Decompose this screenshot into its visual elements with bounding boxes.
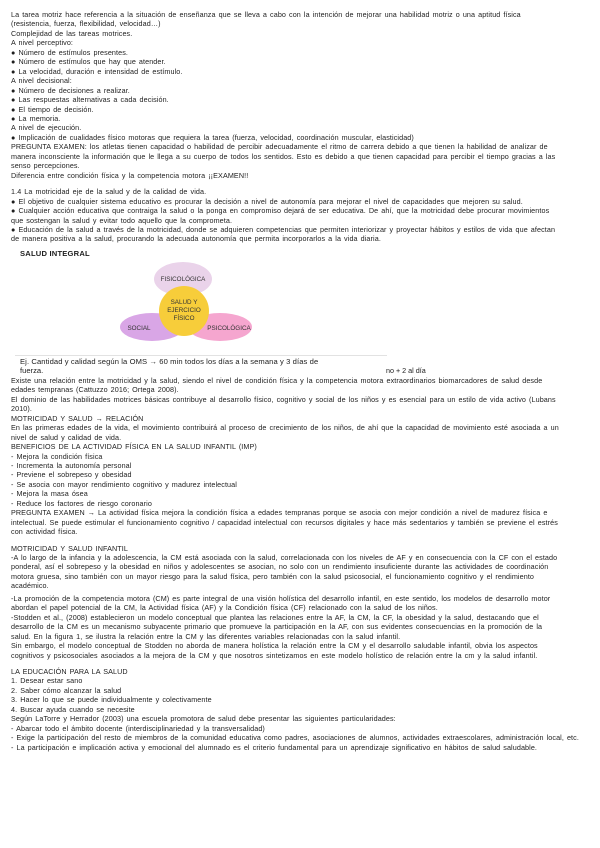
- list-item: - Previene el sobrepeso y obesidad: [11, 470, 132, 480]
- side-note: no + 2 al día: [386, 365, 426, 375]
- text-line: A nivel de ejecución.: [11, 123, 82, 133]
- list-item: ● Las respuestas alternativas a cada decisión.: [11, 95, 169, 105]
- label-social: SOCIAL: [127, 324, 151, 332]
- list-item: ● El tiempo de decisión.: [11, 104, 94, 114]
- list-item: - Reduce los factores de riesgo coronario: [11, 498, 152, 508]
- list-item: ● Número de decisiones a realizar.: [11, 85, 130, 95]
- text-line: -A lo largo de la infancia y la adolescencia, la CM está asociada con la salud, correlacionada con los niveles de AF y en consecuencia con la CF con el estado: [11, 553, 558, 563]
- list-item: - Mejora la condición física: [11, 451, 103, 461]
- section-motor-task: [11, 10, 589, 180]
- text-line: Existe una relación entre la motricidad y la salud, siendo el nivel de condición física y la competencia motora extraordinarios biomarcadores de salud desde: [11, 375, 543, 385]
- text-line: cognitivos y psicosociales asociados a la mejora de la CM y que nosotros sintetizamos en este modelo holístico de relación entre la cm y la salud infantil.: [11, 650, 538, 660]
- list-item: - Mejora la masa ósea: [11, 489, 88, 499]
- list-item: ● La velocidad, duración e intensidad de estímulo.: [11, 66, 183, 76]
- list-item: ● Cualquier acción educativa que contraiga la salud o la ponga en compromiso dejará de ser educativa. De ahí, que la motricidad debe procurar movimientos: [11, 206, 550, 216]
- section-heading: LA EDUCACIÓN PARA LA SALUD: [11, 667, 128, 677]
- text-line: PREGUNTA EXAMEN: los atletas tienen capacidad o habilidad de percibir adecuadamente el ritmo de carrera debido a que tienen la habilidad de analizar de: [11, 142, 548, 152]
- text-line: -Stodden et al., (2008) establecieron un modelo conceptual que plantea las relaciones entre la AF, la CM, la CF, la obesidad y la salud, destacando que el: [11, 612, 539, 622]
- list-item: - La participación e implicación activa y emocional del alumnado es el criterio fundamental para un aprendizaje significativo en hábitos de salud saludable.: [11, 742, 538, 752]
- text-line: salud. En la figura 1, se ilustra la relación entre la CM y las diferentes variables relacionadas con la salud infantil.: [11, 631, 401, 641]
- text-line: A nivel decisional:: [11, 76, 72, 86]
- text-line: senso percepciones.: [11, 161, 80, 171]
- section-heading: MOTRICIDAD Y SALUD INFANTIL: [11, 543, 128, 553]
- list-item: ● Implicación de cualidades físico motoras que requiera la tarea (fuerza, velocidad, coordinación muscular, elasticidad): [11, 132, 414, 142]
- venn-diagram: [111, 261, 261, 349]
- note-line: fuerza.: [20, 365, 44, 375]
- text-line: académico.: [11, 581, 49, 591]
- section-heading: BENEFICIOS DE LA ACTIVIDAD FÍSICA EN LA SALUD INFANTIL (IMP): [11, 442, 257, 452]
- label-center-2: EJERCICIO: [167, 306, 201, 314]
- text-line: manera inconsciente la información que le llega a su cuerpo de todos los sentidos. Esto es debido a que tienen capacidad para percibir el tiempo gracias a las: [11, 151, 556, 161]
- list-item: ● La memoria.: [11, 113, 61, 123]
- text-line: motora gruesa, sino también con un mayor riesgo para la salud física, pero también con la salud psicosocial, el funcionamiento cognitivo y el rendimiento: [11, 571, 535, 581]
- text-line: ponderal, así el sobrepeso y la obesidad en niños y adolescentes se asocian, no solo con un rendimiento insuficiente durante las actividades de coordinación: [11, 562, 549, 572]
- section-health-education: [11, 667, 589, 752]
- text-line: Complejidad de las tareas motrices.: [11, 28, 133, 38]
- list-item: - Abarcar todo el ámbito docente (interdisciplinariedad y la transversalidad): [11, 723, 265, 733]
- label-fisicologica: FISICOLÓGICA: [160, 275, 206, 283]
- section-relation: [11, 376, 589, 537]
- document-page: [11, 10, 589, 752]
- text-line: que sostengan la salud y evitar todo aquello que la comprometa.: [11, 215, 233, 225]
- section-motricity-health: [11, 187, 589, 244]
- list-item: ● El objetivo de cualquier sistema educativo es procurar la decisión a nivel de autonomía para mejorar el nivel de capacidades que mejoren su salud.: [11, 196, 523, 206]
- text-line: de manera positiva a la salud, procurando la adecuada autonomía que permita incorporarlos a la vida diaria.: [11, 234, 381, 244]
- list-item: 2. Saber cómo alcanzar la salud: [11, 685, 122, 695]
- list-item: 4. Buscar ayuda cuando se necesite: [11, 704, 135, 714]
- list-item: ● Educación de la salud a través de la motricidad, donde se adquieren competencias que permiten interiorizar y proyectar hábitos y estilos de vida que afectan: [11, 224, 556, 234]
- list-item: - Incrementa la autonomía personal: [11, 460, 132, 470]
- observation-note: [11, 351, 589, 373]
- label-center-3: FÍSICO: [173, 314, 195, 322]
- text-line: nivel de salud y calidad de vida.: [11, 432, 122, 442]
- text-line: desarrollo de la CM es un mecanismo subyacente primario que promueve la participación en la AF, con sus evidentes consecuencias en la promoción de la: [11, 622, 543, 632]
- label-psicologica: PSICOLÓGICA: [207, 324, 251, 332]
- health-diagram: [11, 259, 589, 351]
- text-line: intelectual. Se puede estimular el funcionamiento cognitivo / capacidad intelectual con recursos digitales y hace más sedentarios y también se previene el estrés: [11, 517, 558, 527]
- text-line: -La promoción de la competencia motora (CM) es parte integral de una visión holística del desarrollo infantil, en este sentido, los modelos de desarrollo motor: [11, 593, 551, 603]
- text-line: PREGUNTA EXAMEN → La actividad física mejora la condición física a edades tempranas porque se asocia con mejor condición a nivel de madurez física e: [11, 508, 548, 518]
- list-item: ● Número de estímulos que hay que atender.: [11, 57, 166, 67]
- section-child-health: [11, 544, 589, 660]
- text-line: edades tempranas (Cattuzzo 2016; Ortega 2008).: [11, 385, 179, 395]
- list-item: 1. Desear estar sano: [11, 676, 83, 686]
- text-line: con actividad física.: [11, 527, 78, 537]
- text-line: El dominio de las habilidades motrices básicas contribuye al desarrollo físico, cognitivo y social de los niños y es esencial para un estilo de vida activo (Lubans: [11, 394, 556, 404]
- text-line: 2010).: [11, 404, 32, 414]
- text-line: En las primeras edades de la vida, el movimiento contribuirá al proceso de crecimiento de los niños, de ahí que la capacidad de movimiento esté asociada a un: [11, 423, 559, 433]
- section-heading: MOTRICIDAD Y SALUD → RELACIÓN: [11, 413, 144, 423]
- list-item: - Se asocia con mayor rendimiento cognitivo y madurez intelectual: [11, 479, 237, 489]
- text-line: Según LaTorre y Herrador (2003) una escuela promotora de salud debe presentar las siguientes particularidades:: [11, 714, 396, 724]
- text-line: (resistencia, fuerza, flexibilidad, velocidad…): [11, 19, 161, 29]
- text-line: La tarea motriz hace referencia a la situación de enseñanza que se lleva a cabo con la intención de mejorar una habilidad motriz o una aptitud física: [11, 10, 521, 19]
- note-line: Ej. Cantidad y calidad según la OMS → 60 min todos los días a la semana y 3 días de: [20, 356, 319, 366]
- text-line: A nivel perceptivo:: [11, 38, 74, 48]
- text-line: Diferencia entre condición física y la competencia motora ¡¡EXAMEN!!: [11, 170, 249, 180]
- diagram-title: SALUD INTEGRAL: [20, 248, 90, 258]
- list-item: - Exige la participación del resto de miembros de la comunidad educativa como padres, asociaciones de alumnos, actividades extraescolares, administración local, etc.: [11, 733, 579, 743]
- list-item: ● Número de estímulos presentes.: [11, 47, 129, 57]
- label-center-1: SALUD Y: [170, 298, 198, 306]
- text-line: Sin embargo, el modelo conceptual de Stodden no aborda de manera holística la relación entre la CM y el desarrollo saludable infantil, obvia los aspectos: [11, 641, 538, 651]
- list-item: 3. Hacer lo que se puede individualmente y colectivamente: [11, 695, 212, 705]
- text-line: abordan el papel potencial de la CM, la Actividad física (AF) y la Condición física (CF) relacionado con la salud de los niños.: [11, 603, 438, 613]
- section-heading: 1.4 La motricidad eje de la salud y de la calidad de vida.: [11, 187, 207, 197]
